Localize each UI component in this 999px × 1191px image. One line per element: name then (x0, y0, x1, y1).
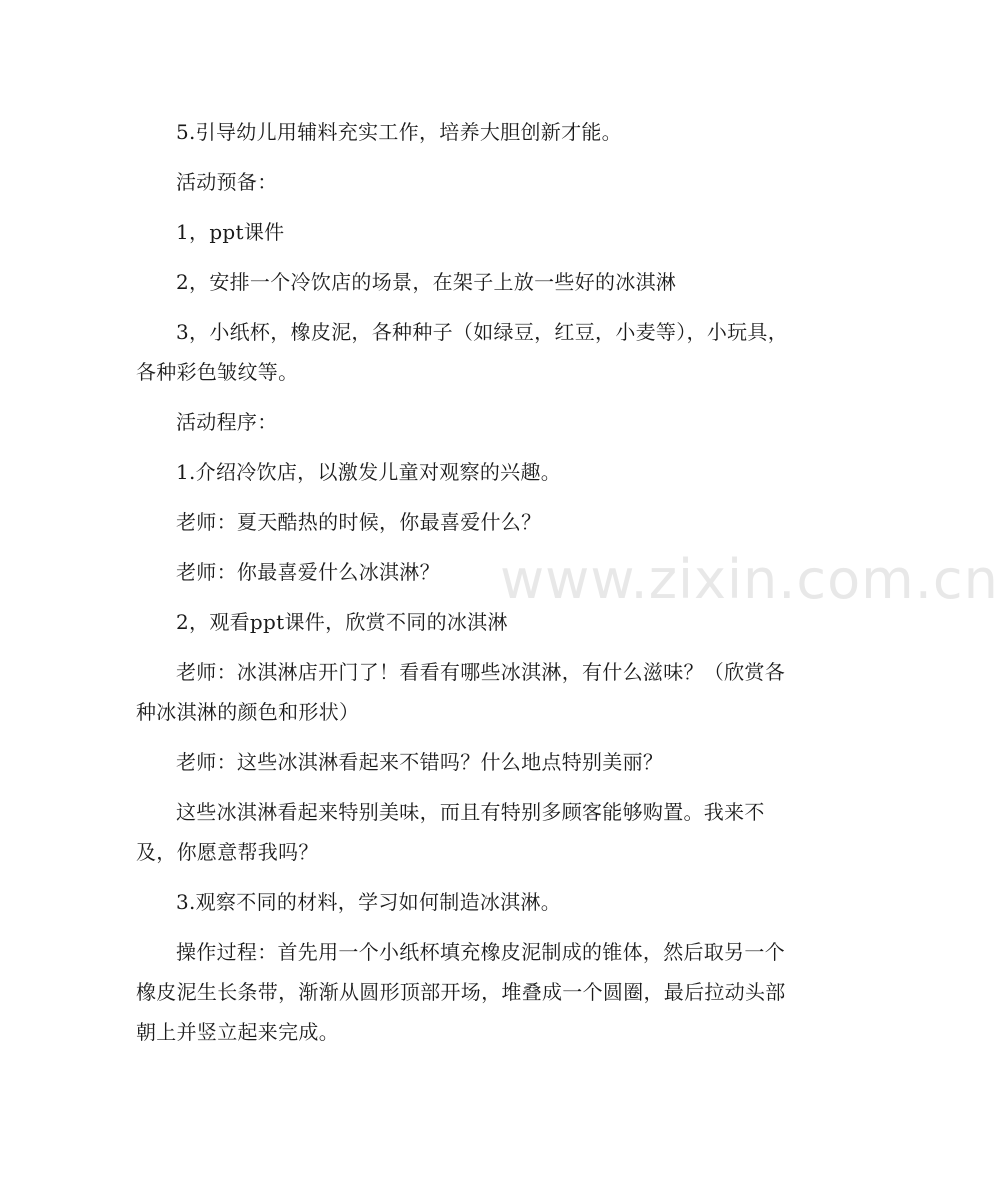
operation-process: 操作过程：首先用一个小纸杯填充橡皮泥制成的锥体，然后取另一个橡皮泥生长条带，渐渐从圆形顶部开场，堆叠成一个圆圈，最后拉动头部朝上并竖立起来完成。 (136, 940, 786, 1044)
paragraph-goal-5: 5.引导幼儿用辅料充实工作，培养大胆创新才能。 (176, 120, 622, 144)
teacher-question-4: 老师：这些冰淇淋看起来不错吗？什么地点特别美丽？ (176, 750, 664, 774)
document-body (136, 112, 800, 1062)
heading-procedure: 活动程序： (176, 410, 278, 434)
prep-item-1: 1，ppt课件 (176, 220, 285, 244)
teacher-question-1: 老师：夏天酷热的时候，你最喜爱什么？ (176, 510, 542, 534)
procedure-step-3: 3.观察不同的材料，学习如何制造冰淇淋。 (176, 890, 562, 914)
prep-item-2: 2，安排一个冷饮店的场景，在架子上放一些好的冰淇淋 (176, 270, 677, 294)
procedure-step-1: 1.介绍冷饮店，以激发儿童对观察的兴趣。 (176, 460, 562, 484)
heading-preparation: 活动预备： (176, 170, 278, 194)
watermark: www.zixin.com.cn (500, 548, 999, 611)
teacher-statement: 这些冰淇淋看起来特别美味，而且有特别多顾客能够购置。我来不及，你愿意帮我吗？ (136, 800, 765, 864)
teacher-question-2: 老师：你最喜爱什么冰淇淋？ (176, 560, 440, 584)
teacher-question-3: 老师：冰淇淋店开门了！看看有哪些冰淇淋，有什么滋味？（欣赏各种冰淇淋的颜色和形状） (136, 660, 785, 724)
prep-item-3: 3，小纸杯，橡皮泥，各种种子（如绿豆，红豆，小麦等），小玩具，各种彩色皱纹等。 (136, 320, 789, 384)
procedure-step-2: 2，观看ppt课件，欣赏不同的冰淇淋 (176, 610, 508, 634)
